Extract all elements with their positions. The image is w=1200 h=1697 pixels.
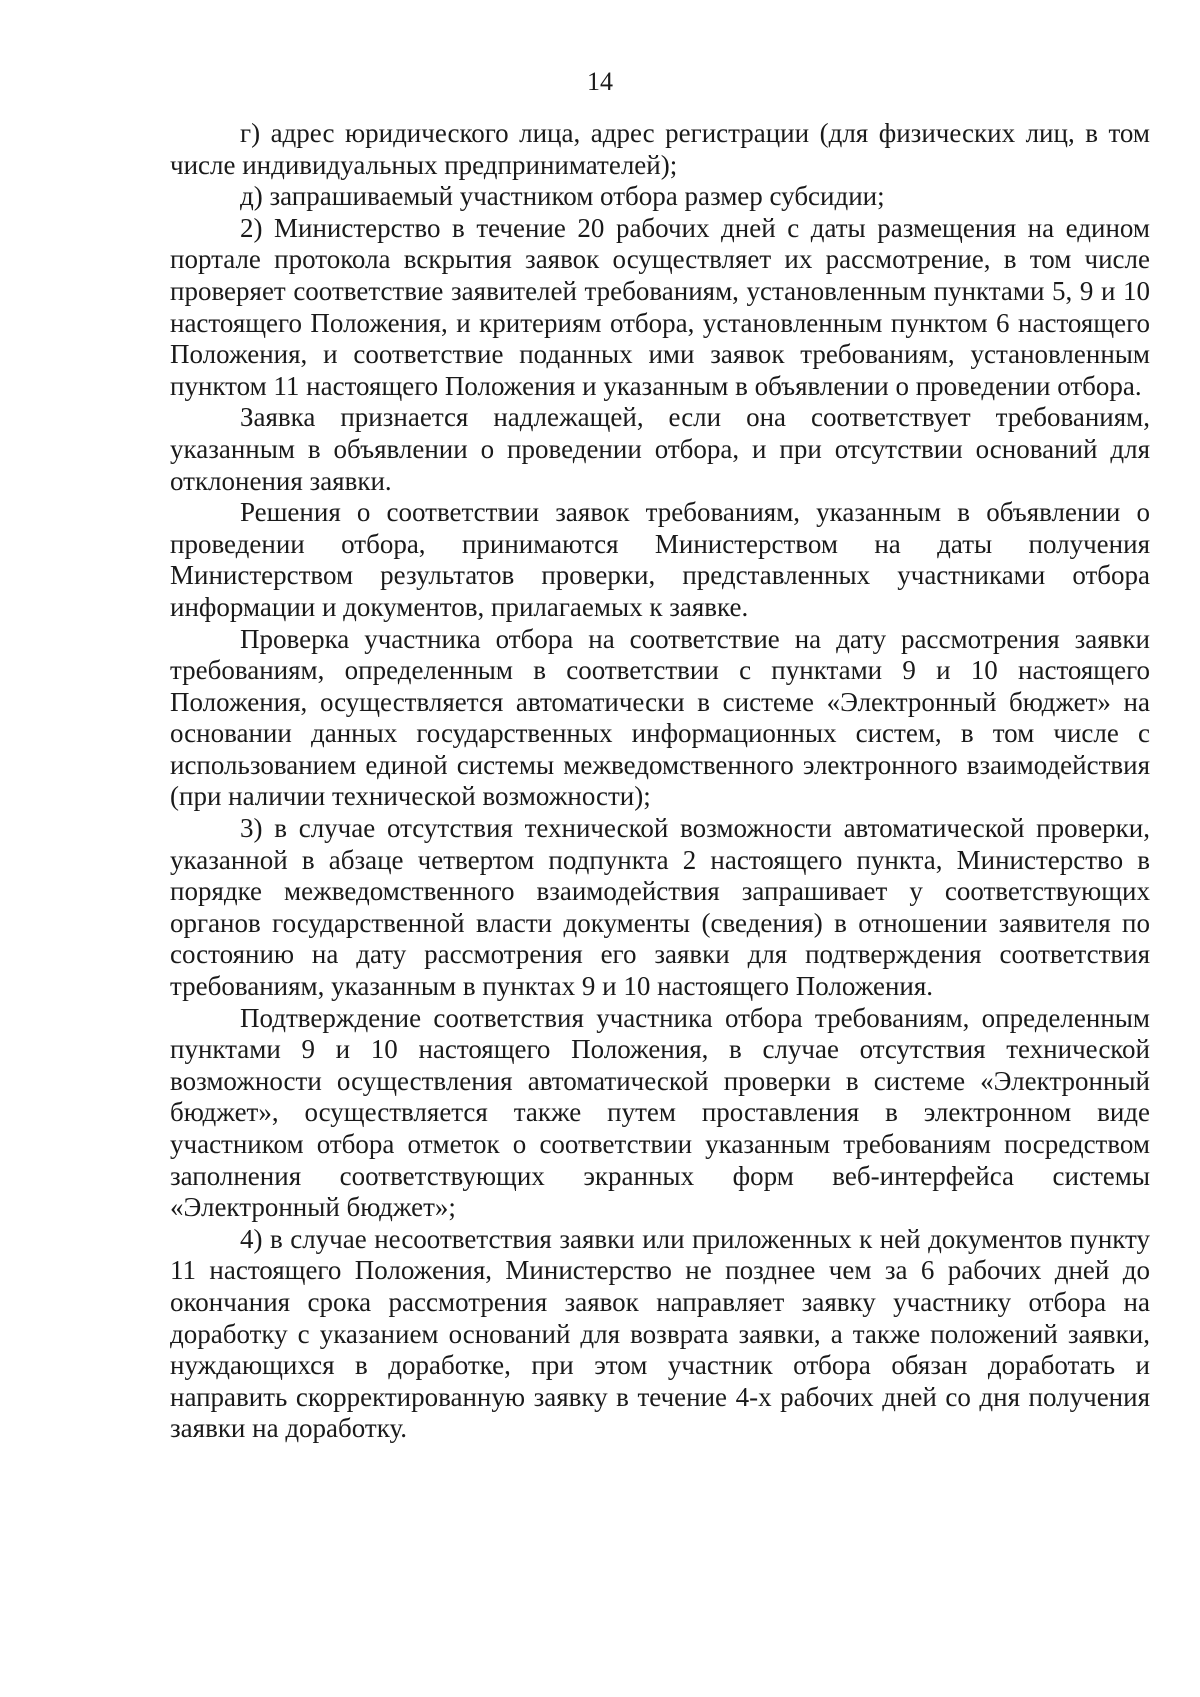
paragraph-return-for-revision: 4) в случае несоответствия заявки или приложенных к ней документов пункту 11 настоящего Положения, Министерство не позднее чем за 6 рабочих дней до окончания срока рассмотрения заявок направляет заявку участнику отбора на доработку с указанием оснований для возврата заявки, а также положений заявки, нуждающихся в доработке, при этом участник отбора обязан доработать и направить скорректированную заявку в течение 4-х рабочих дней со дня получения заявки на доработку.	[170, 1223, 1150, 1444]
paragraph-legal-address: г) адрес юридического лица, адрес регистрации (для физических лиц, в том числе индивидуальных предпринимателей);	[170, 118, 1150, 180]
paragraph-compliance-decisions: Решения о соответствии заявок требованиям, указанным в объявлении о проведении отбора, принимаются Министерством на даты получения Министерством результатов проверки, представленных участниками отбора информации и документов, прилагаемых к заявке.	[170, 497, 1150, 622]
page-number: 14	[587, 67, 613, 96]
paragraph-subsidy-amount: д) запрашиваемый участником отбора размер субсидии;	[240, 181, 885, 212]
paragraph-interdepartmental-request: 3) в случае отсутствия технической возможности автоматической проверки, указанной в абзаце четвертом подпункта 2 настоящего пункта, Министерство в порядке межведомственного взаимодействия запрашивает у соответствующих органов государственной власти документы (сведения) в отношении заявителя по состоянию на дату рассмотрения его заявки для подтверждения соответствия требованиям, указанным в пунктах 9 и 10 настоящего Положения.	[170, 813, 1150, 1002]
paragraph-automatic-check: Проверка участника отбора на соответствие на дату рассмотрения заявки требованиям, определенным в соответствии с пунктами 9 и 10 настоящего Положения, осуществляется автоматически в системе «Электронный бюджет» на основании данных государственных информационных систем, в том числе с использованием единой системы межведомственного электронного взаимодействия (при наличии технической возможности);	[170, 623, 1150, 812]
paragraph-ministry-review: 2) Министерство в течение 20 рабочих дней с даты размещения на едином портале протокола вскрытия заявок осуществляет их рассмотрение, в том числе проверяет соответствие заявителей требованиям, установленным пунктами 5, 9 и 10 настоящего Положения, и критериям отбора, установленным пунктом 6 настоящего Положения, и соответствие поданных ими заявок требованиям, установленным пунктом 11 настоящего Положения и указанным в объявлении о проведении отбора.	[170, 212, 1150, 401]
document-body	[170, 118, 1150, 1445]
paragraph-compliance-confirmation: Подтверждение соответствия участника отбора требованиям, определенным пунктами 9 и 10 настоящего Положения, в случае отсутствия технической возможности осуществления автоматической проверки в системе «Электронный бюджет», осуществляется также путем проставления в электронном виде участником отбора отметок о соответствии указанным требованиям посредством заполнения соответствующих экранных форм веб-интерфейса системы «Электронный бюджет»;	[170, 1002, 1150, 1223]
paragraph-proper-application: Заявка признается надлежащей, если она соответствует требованиям, указанным в объявлении о проведении отбора, и при отсутствии оснований для отклонения заявки.	[170, 402, 1150, 496]
